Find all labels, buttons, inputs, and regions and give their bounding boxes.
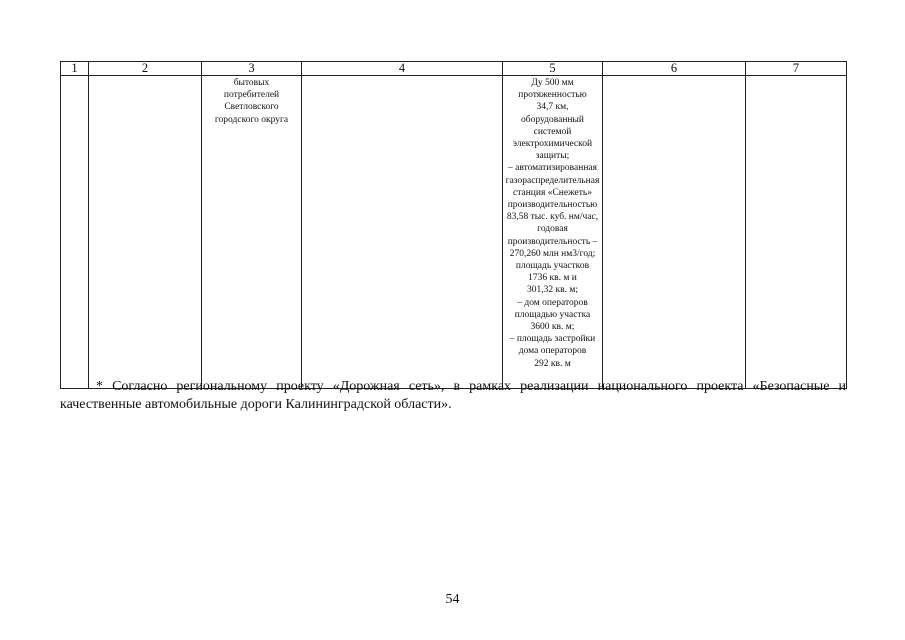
cell-text-line: 34,7 км, [536, 102, 569, 113]
column-header-4: 4 [302, 62, 503, 76]
footnote-line-2: качественные автомобильные дороги Калининградской области». [60, 397, 452, 412]
cell-col-1 [61, 76, 89, 389]
data-table [60, 61, 847, 389]
footnote-line-1: * Согласно региональному проекту «Дорожная сеть», в рамках реализации национального проекта «Безопасные и [96, 379, 846, 394]
footnote [60, 378, 846, 414]
cell-text-line: – дом операторов [517, 297, 588, 308]
table-row [61, 76, 847, 389]
cell-text-line: Светловского [224, 102, 279, 113]
column-header-5: 5 [503, 62, 603, 76]
cell-text-line: годовая [537, 224, 568, 235]
cell-text-line: площадью участка [514, 309, 591, 320]
cell-col-4 [302, 76, 503, 389]
cell-text-line: станция «Снежеть» [513, 187, 592, 198]
cell-text-line: оборудованный [521, 114, 584, 125]
column-header-6: 6 [603, 62, 746, 76]
cell-text-line: производительностью [507, 200, 598, 211]
cell-text-line: 301,32 кв. м; [526, 285, 578, 296]
cell-text-line: – автоматизированная [507, 163, 597, 174]
cell-text-line: – площадь застройки [509, 334, 596, 345]
cell-text-line: дома операторов [518, 346, 587, 357]
cell-text-line: площадь участков [515, 261, 590, 272]
cell-text-line: защиты; [535, 151, 570, 162]
cell-text-line: 270,260 млн нм3/год; [509, 248, 596, 259]
cell-text-line: 1736 кв. м и [528, 273, 577, 284]
column-header-7: 7 [746, 62, 847, 76]
cell-text-line: Ду 500 мм [531, 78, 574, 88]
cell-text-line: 292 кв. м [534, 358, 571, 369]
cell-text-line: 83,58 тыс. куб. нм/час, [506, 212, 599, 223]
cell-text-line: протяженностью [518, 90, 587, 101]
column-header-2: 2 [89, 62, 202, 76]
cell-col-7 [746, 76, 847, 389]
cell-col-2 [89, 76, 202, 389]
cell-text-line: системой [533, 126, 572, 137]
cell-col-5 [503, 76, 603, 389]
page-number: 54 [445, 592, 460, 607]
cell-text-line: потребителей [223, 90, 280, 101]
cell-text-line: городского округа [214, 114, 289, 125]
table-header-row [61, 62, 847, 76]
cell-text-line: газораспределительная [505, 175, 600, 186]
cell-text-line: электрохимической [512, 139, 593, 150]
cell-text-line: 3600 кв. м; [530, 322, 575, 333]
cell-text-line: бытовых [233, 78, 270, 88]
cell-text-line: производительность – [507, 236, 598, 247]
column-header-3: 3 [202, 62, 302, 76]
cell-col-6 [603, 76, 746, 389]
cell-col-3 [202, 76, 302, 389]
column-header-1: 1 [61, 62, 89, 76]
